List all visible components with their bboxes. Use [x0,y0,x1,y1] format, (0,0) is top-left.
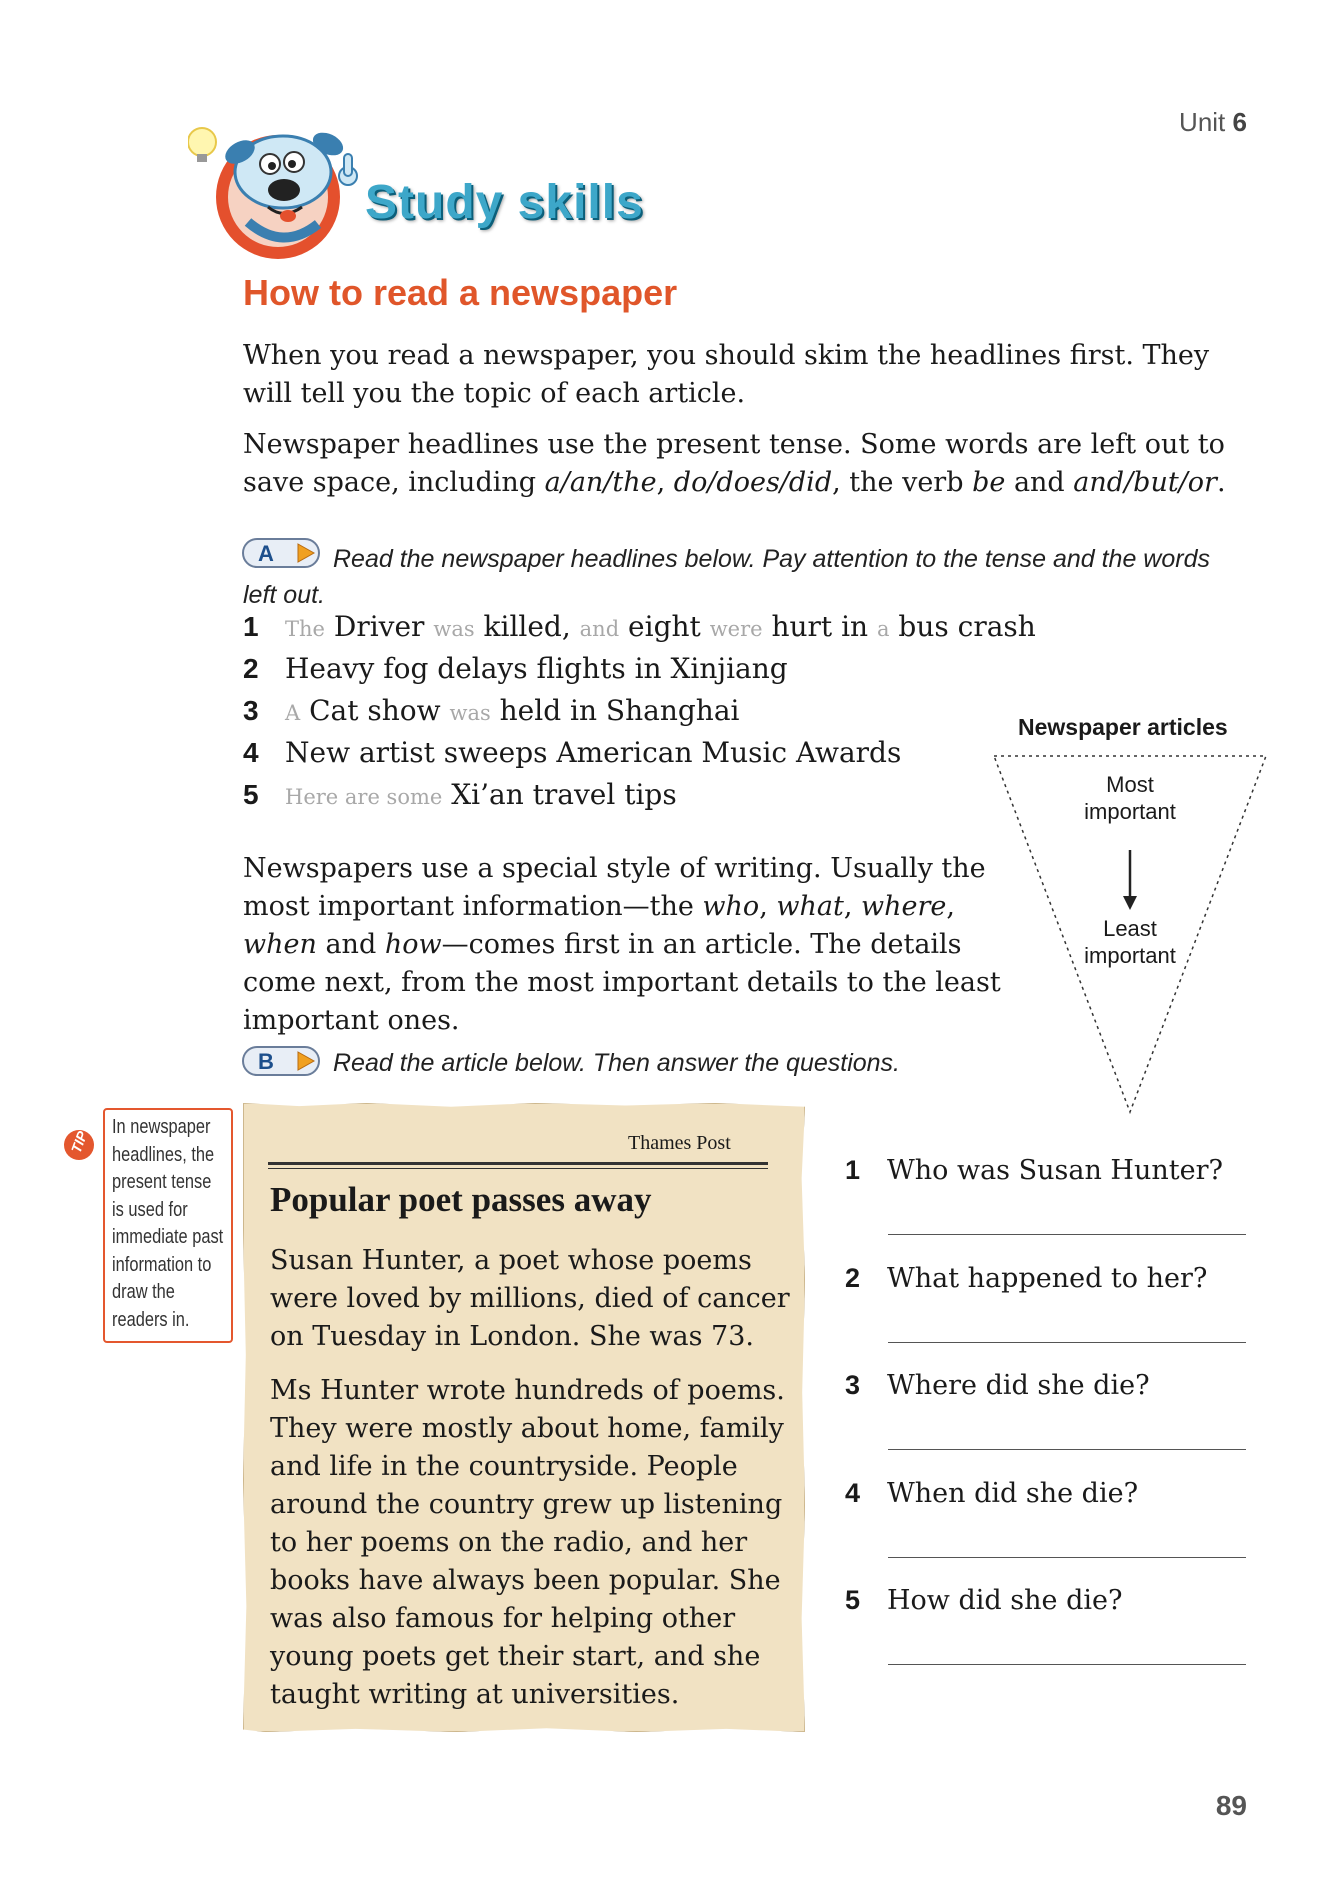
question-item [845,1585,1245,1616]
article-paragraph-1: Susan Hunter, a poet whose poems were loved by millions, died of cancer on Tuesday in London. She was 73. [270,1245,790,1352]
answer-line[interactable] [888,1234,1246,1235]
headline-item [243,694,739,734]
unit-number: 6 [1232,107,1247,137]
tip-text: In newspaper headlines, the present tense is used for immediate past information to draw the readers in. [112,1116,224,1331]
style-emphasis: what [776,891,844,922]
headline-item [243,736,901,776]
headline-text: Driver [324,610,434,643]
intro-paragraph-2 [243,426,1253,502]
intro-emphasis: a/an/the [544,467,657,498]
omitted-word: Here are some [285,785,443,809]
exercise-b-badge-label: B [258,1049,274,1074]
omitted-word: A [285,701,301,725]
omitted-word: was [449,701,491,725]
page-title: How to read a newspaper [243,272,678,313]
intro-text: , [656,467,674,498]
headline-number: 2 [243,653,259,684]
question-number: 1 [845,1155,861,1185]
exercise-a-badge-label: A [258,541,274,566]
headline-text: Heavy fog delays flights in Xinjiang [285,652,788,685]
arrow-head [1123,896,1137,910]
style-text: Newspapers use a special style of writing. Usually the most important information—the [243,853,986,922]
unit-label [1179,107,1247,138]
style-paragraph [243,850,1023,1040]
headline-item [243,610,1036,650]
answer-line[interactable] [888,1342,1246,1343]
question-number: 5 [845,1585,861,1615]
intro-text: . [1216,467,1226,498]
figure-bottom-label: Least important [1084,916,1176,968]
style-emphasis: who [702,891,760,922]
headline-number: 3 [243,695,259,726]
question-text: Where did she die? [887,1370,1150,1401]
style-emphasis: when [243,929,317,960]
dog-mascot-icon [188,112,388,262]
page-number: 89 [1215,1790,1247,1821]
article-rule [268,1168,768,1169]
question-number: 2 [845,1263,861,1293]
intro-paragraph-1: When you read a newspaper, you should skim the headlines first. They will tell you the topic of each article. [243,340,1210,409]
headline-text: eight [619,610,710,643]
article-rule [268,1162,768,1165]
omitted-word: The [285,617,325,641]
intro-emphasis: and/but/or [1073,467,1217,498]
headline-text: bus crash [889,610,1036,643]
question-item [845,1263,1245,1294]
headline-number: 4 [243,737,259,768]
intro-text: and [1005,467,1074,498]
omitted-word: were [709,617,763,641]
headline-item [243,778,677,818]
exercise-b-instruction: Read the article below. Then answer the questions. [333,1049,901,1077]
style-text: —comes first in an article. The details come next, from the most important details to the least important ones. [243,929,1001,1036]
figure-top-label: Most important [1084,772,1176,824]
answer-line[interactable] [888,1449,1246,1450]
style-text: , [946,891,955,922]
question-text: How did she die? [887,1585,1123,1616]
question-text: What happened to her? [887,1263,1208,1294]
style-emphasis: how [384,929,442,960]
tip-label: TIP [67,1129,91,1155]
intro-text: Newspaper headlines use the present tense. Some words are left out to save space, including [243,429,1225,498]
omitted-word: was [433,617,475,641]
headline-number: 1 [243,611,259,642]
headline-text: held in Shanghai [490,694,740,727]
section-title: Study skills [365,176,644,229]
style-text: and [316,929,385,960]
headline-text: hurt in [762,610,877,643]
answer-line[interactable] [888,1664,1246,1665]
question-item [845,1478,1245,1509]
headline-number: 5 [243,779,259,810]
article-paragraph-2: Ms Hunter wrote hundreds of poems. They were mostly about home, family and life in the countryside. People around the country grew up listening to her poems on the radio, and her books have always been popular. She was also famous for helping other young poets get their start, and she taught writing at universities. [270,1375,785,1710]
play-arrow-icon [242,1046,320,1076]
style-text: , [843,891,861,922]
intro-emphasis: be [972,467,1006,498]
question-number: 3 [845,1370,861,1400]
exercise-b-badge [242,1046,320,1076]
headline-item [243,652,788,692]
exercise-a-instruction: Read the newspaper headlines below. Pay attention to the tense and the words left out. [243,545,1210,609]
question-item [845,1155,1245,1186]
question-number: 4 [845,1478,861,1508]
intro-emphasis: do/does/did [673,467,833,498]
headline-text: killed, [474,610,580,643]
omitted-word: and [579,617,620,641]
style-text: , [759,891,777,922]
headline-text: Xi’an travel tips [442,778,677,811]
article-source: Thames Post [628,1132,731,1154]
omitted-word: a [876,617,890,641]
answer-line[interactable] [888,1557,1246,1558]
headline-text: New artist sweeps American Music Awards [285,736,902,769]
question-text: Who was Susan Hunter? [887,1155,1223,1186]
unit-label-text: Unit [1179,107,1226,137]
style-emphasis: where [860,891,947,922]
figure-title: Newspaper articles [1018,714,1228,740]
headline-text: Cat show [300,694,450,727]
intro-text: , the verb [832,467,973,498]
article-headline: Popular poet passes away [270,1180,652,1219]
question-text: When did she die? [887,1478,1139,1509]
question-item [845,1370,1245,1401]
